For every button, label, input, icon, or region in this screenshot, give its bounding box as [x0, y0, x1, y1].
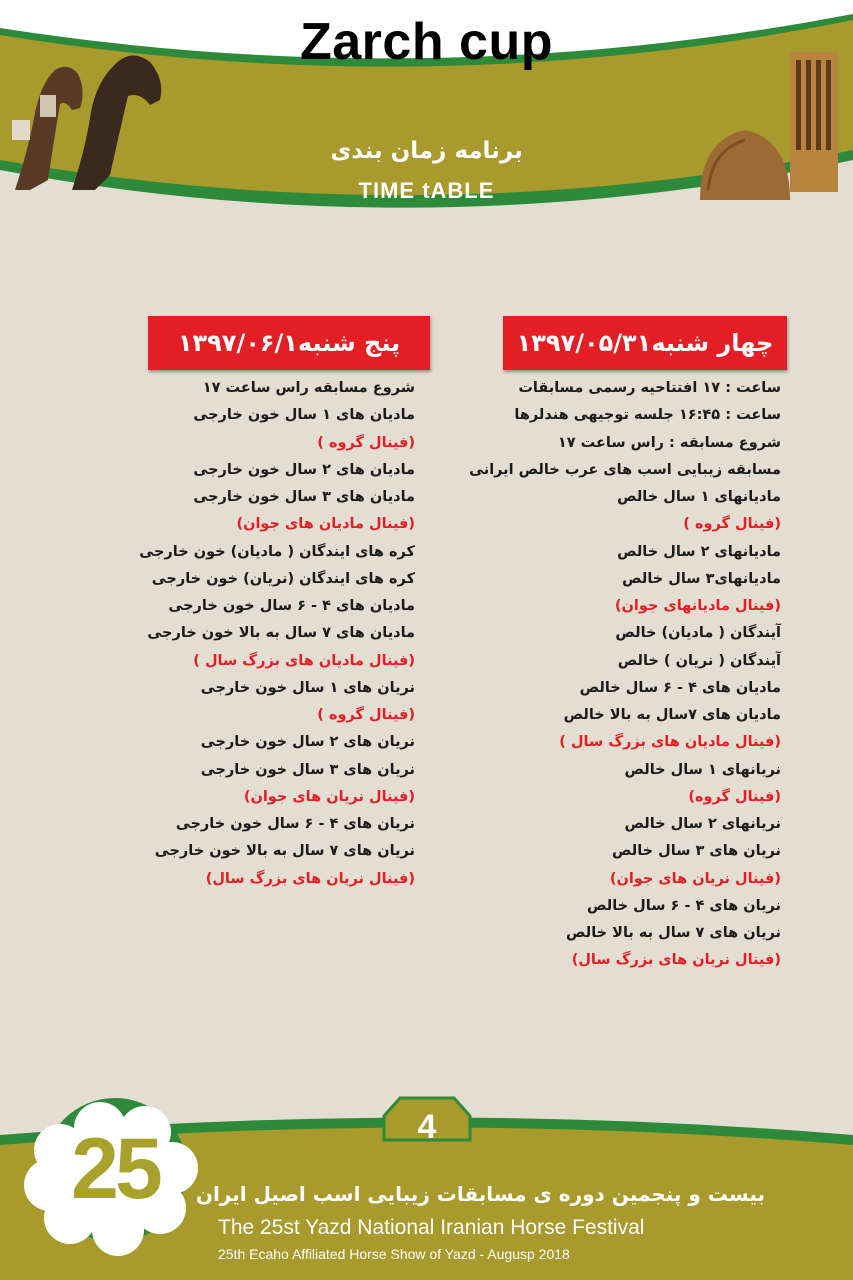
schedule-item: مادیان های ۴ - ۶ سال خالص — [579, 679, 781, 696]
schedule-item: مادیان های ۳ سال خون خارجی — [193, 489, 415, 505]
day1-heading: چهار شنبه۱۳۹۷/۰۵/۳۱ — [503, 316, 787, 370]
schedule-item: نریان های ۳ سال خالص — [612, 843, 781, 860]
footer-banner — [0, 1090, 853, 1280]
final-label: (فینال گروه ) — [317, 707, 415, 723]
schedule-item: مادیانهای ۲ سال خالص — [617, 543, 781, 560]
schedule-item: مادیان های ۱ سال خون خارجی — [193, 407, 415, 424]
schedule-item: مسابقه زیبایی اسب های عرب خالص ایرانی — [469, 461, 781, 478]
final-label: (فینال مادیان های بزرگ سال ) — [559, 734, 781, 751]
schedule-item: نریان های ۲ سال خون خارجی — [200, 734, 415, 751]
schedule-item: کره های ایندگان ( مادیان) خون خارجی — [139, 543, 415, 560]
schedule-item: نریان های ۴ - ۶ سال خون خارجی — [175, 816, 415, 832]
schedule-item: نریان های ۱ سال خون خارجی — [200, 679, 415, 696]
schedule-item: مادیانهای ۱ سال خالص — [617, 489, 781, 505]
final-label: (فینال گروه) — [688, 788, 781, 805]
final-label: (فینال گروه ) — [683, 516, 781, 533]
schedule-item: آیندگان ( مادیان) خالص — [615, 625, 781, 642]
schedule-item: نریان های ۷ سال به بالا خون خارجی — [154, 843, 415, 860]
schedule-item: شروع مسابقه راس ساعت ۱۷ — [202, 380, 415, 396]
badge-number: 25 — [71, 1121, 159, 1217]
page-title: Zarch cup — [300, 13, 553, 71]
schedule-item: نریانهای ۲ سال خالص — [624, 816, 781, 832]
day1-schedule — [469, 375, 781, 975]
schedule-item: ساعت : ۱۶:۴۵ جلسه توجیهی هندلرها — [514, 407, 781, 424]
final-label: (فینال نریان های بزرگ سال) — [205, 870, 415, 887]
day2-heading: پنج شنبه۱۳۹۷/۰۶/۱ — [148, 316, 430, 370]
schedule-item: آیندگان ( نریان ) خالص — [617, 652, 781, 669]
subtitle-en: TIME tABLE — [358, 178, 495, 203]
schedule-item: نریانهای ۱ سال خالص — [624, 761, 781, 778]
schedule-item: نریان های ۷ سال به بالا خالص — [565, 925, 781, 941]
schedule-item: نریان های ۳ سال خون خارجی — [200, 761, 415, 778]
schedule-item: کره های ایندگان (نریان) خون خارجی — [151, 570, 415, 587]
final-label: (فینال مادیان های جوان) — [236, 516, 415, 533]
final-label: (فینال مادیانهای جوان) — [614, 598, 781, 614]
schedule-item: مادیانهای۳ سال خالص — [622, 570, 781, 587]
subtitle-fa: برنامه زمان بندی — [330, 138, 523, 164]
header-banner — [0, 0, 853, 240]
day2-schedule — [139, 375, 415, 893]
final-label: (فینال مادیان های بزرگ سال ) — [193, 652, 415, 669]
schedule-item: مادیان های ۷ سال به بالا خون خارجی — [147, 625, 415, 642]
page-number: 4 — [417, 1108, 437, 1146]
final-label: (فینال نریان های جوان) — [609, 870, 781, 887]
festival-title-fa: بیست و پنجمین دوره ی مسابقات زیبایی اسب اصیل ایران — [195, 1182, 765, 1206]
schedule-item: مادیان های ۴ - ۶ سال خون خارجی — [168, 598, 415, 614]
final-label: (فینال گروه ) — [317, 434, 415, 451]
festival-subtitle-en: 25th Ecaho Affiliated Horse Show of Yazd - Augusp 2018 — [218, 1246, 570, 1262]
schedule-item: مادیان های ۲ سال خون خارجی — [193, 461, 415, 478]
schedule-item: شروع مسابقه : راس ساعت ۱۷ — [557, 434, 781, 451]
schedule-item: مادیان های ۷سال به بالا خالص — [563, 707, 781, 723]
schedule-item: ساعت : ۱۷ افتتاحیه رسمی مسابقات — [518, 380, 781, 396]
festival-title-en: The 25st Yazd National Iranian Horse Festival — [218, 1216, 645, 1239]
final-label: (فینال نریان های جوان) — [243, 788, 415, 805]
final-label: (فینال نریان های بزرگ سال) — [571, 952, 781, 969]
schedule-item: نریان های ۴ - ۶ سال خالص — [587, 897, 781, 914]
